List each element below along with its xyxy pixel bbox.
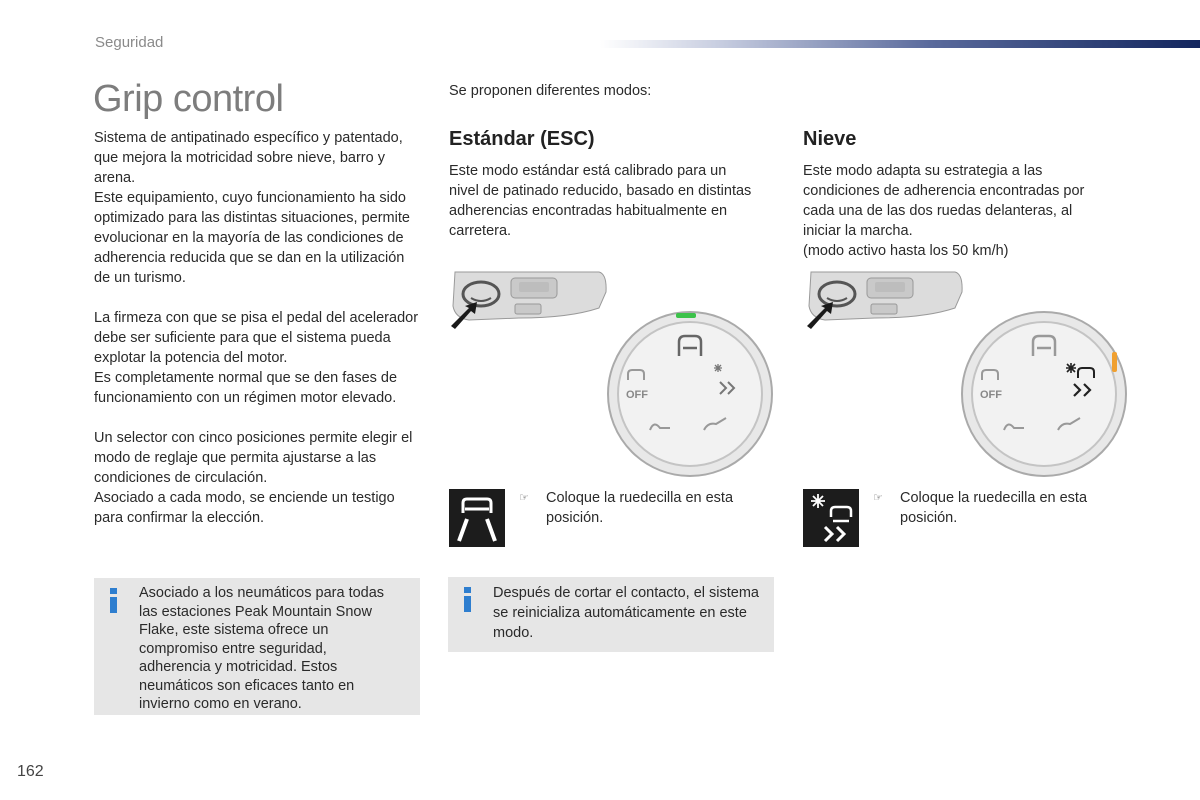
info-box-reset [448,577,774,652]
snow-mode-icon [803,489,859,547]
standard-text: Este modo estándar está calibrado para un nivel de patinado reducido, basado en distintas adherencias encontradas habitualmente en carretera. [449,163,752,239]
standard-mode-icon [449,489,505,547]
header-gradient-bar [600,40,1200,48]
dashboard-illustration-snow [805,268,965,330]
section-label: Seguridad [95,34,164,51]
intro-text: La firmeza con que se pisa el pedal del acelerador debe ser suficiente para que el sistema pueda explotar la potencia del motor. [94,310,419,366]
snow-heading: Nieve [803,128,857,150]
selector-dial-standard [606,310,774,478]
info-box-text: Asociado a los neumáticos para todas las estaciones Peak Mountain Snow Flake, este sistema ofrece un compromiso entre seguridad, adherencia y motricidad. Estos neumáticos son eficaces tanto en invierno como en verano. [139,585,385,712]
intro-text: Sistema de antipatinado específico y patentado, que mejora la motricidad sobre nieve, barro y arena. [94,130,403,186]
standard-heading: Estándar (ESC) [449,128,595,150]
info-icon [464,587,472,612]
modes-intro: Se proponen diferentes modos: [449,83,652,99]
intro-paragraph-1 [94,128,424,288]
indicator-light [1112,352,1117,372]
dashboard-illustration-standard [449,268,609,330]
indicator-light [676,313,696,318]
bullet-text: Coloque la ruedecilla en esta posición. [546,490,734,526]
intro-text: Es completamente normal que se den fases de funcionamiento con un régimen motor elevado. [94,370,398,406]
info-box-text: Después de cortar el contacto, el sistema se reinicializa automáticamente en este modo. [493,585,759,641]
selector-dial-snow [960,310,1128,478]
intro-text: Un selector con cinco posiciones permite elegir el modo de reglaje que permita ajustarse a las condiciones de circulación. [94,430,413,486]
standard-bullet [519,488,769,528]
info-icon [110,588,118,613]
snow-bullet [873,488,1123,528]
off-label: OFF [626,389,648,401]
intro-text: Este equipamiento, cuyo funcionamiento ha sido optimizado para las distintas situaciones, permite evolucionar en la mayoría de las condiciones de adherencia reducida que se dan en la utilización de un turismo. [94,190,410,286]
snow-text-line: Este modo adapta su estrategia a las condiciones de adherencia encontradas por cada una de las dos ruedas delanteras, al iniciar la marcha. [803,163,1085,239]
bullet-hand-icon: ☞ [519,492,529,504]
intro-paragraph-2 [94,308,424,408]
snow-text-note: (modo activo hasta los 50 km/h) [803,243,1009,259]
bullet-text: Coloque la ruedecilla en esta posición. [900,490,1088,526]
intro-paragraph-3 [94,428,424,528]
intro-text: Asociado a cada modo, se enciende un testigo para confirmar la elección. [94,490,395,526]
page-number: 162 [17,763,44,780]
snow-text [803,161,1113,261]
page-title: Grip control [93,78,284,120]
off-label: OFF [980,389,1002,401]
info-box-tires [94,578,420,715]
bullet-hand-icon: ☞ [873,492,883,504]
